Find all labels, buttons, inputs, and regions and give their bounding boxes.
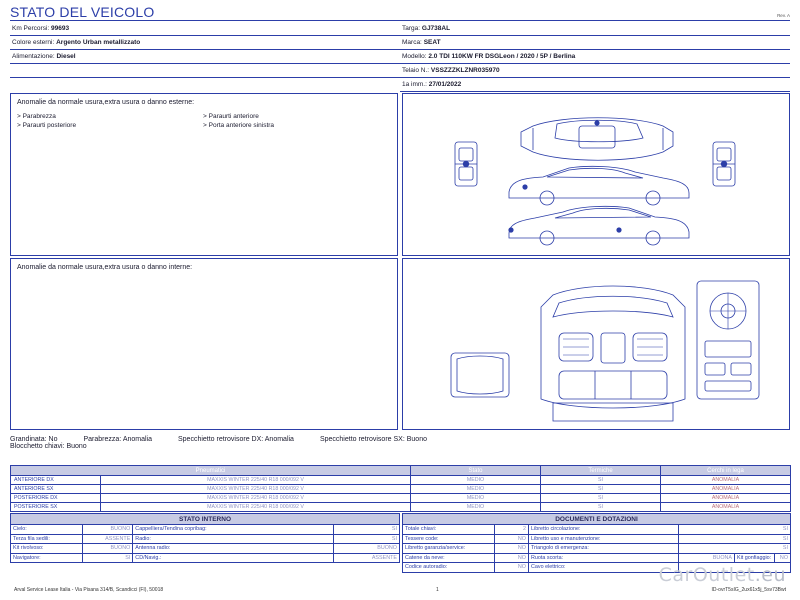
table-row <box>403 534 791 544</box>
table-row <box>11 494 791 503</box>
tyre-description: MAXXIS WINTER 225/40 R18 000/092 V <box>101 494 411 503</box>
row-value: BUONA <box>679 553 735 563</box>
tyre-description: MAXXIS WINTER 225/40 R18 000/092 V <box>101 503 411 512</box>
row-label: Codice autoradio: <box>403 563 495 573</box>
row-label: Cielo: <box>11 525 83 535</box>
row-value: NO <box>495 563 529 573</box>
exterior-anomalies-list <box>11 106 397 130</box>
column-header-cerchi: Cerchi in lega <box>661 466 791 476</box>
tyre-cerchi: ANOMALIA <box>661 485 791 494</box>
watermark <box>659 564 786 586</box>
row-value: BUONO <box>83 544 133 554</box>
interior-anomalies-box <box>10 258 398 430</box>
column-header-stato: Stato <box>411 466 541 476</box>
field-value: VSSZZZKLZNR035970 <box>430 67 500 74</box>
column-header-pneumatici: Pneumatici <box>11 466 411 476</box>
row-value: SI <box>679 544 791 554</box>
field-label: 1a imm.: <box>402 81 427 88</box>
car-exterior-diagram <box>403 94 789 255</box>
note-value: Buono <box>66 443 87 450</box>
exterior-anomalies-box <box>10 93 398 256</box>
tyre-cerchi: ANOMALIA <box>661 494 791 503</box>
list-item: > Porta anteriore sinistra <box>203 122 275 129</box>
row-label: Catene da neve: <box>403 553 495 563</box>
table-row <box>11 485 791 494</box>
table-row <box>11 525 400 535</box>
row-label: Cavo elettrico: <box>529 563 679 573</box>
note-value: Anomalia <box>122 436 152 443</box>
table-header-row <box>11 466 791 476</box>
row-value: NO <box>495 544 529 554</box>
tyre-stato: MEDIO <box>411 503 541 512</box>
row-label: Terza fila sedili: <box>11 534 83 544</box>
tyre-position: POSTERIORE SX <box>11 503 101 512</box>
column-header-termiche: Termiche <box>541 466 661 476</box>
row-value: 2 <box>495 525 529 535</box>
row-label: Ruota scorta: <box>529 553 679 563</box>
row-label: Cappelliera/Tendina copribag: <box>133 525 334 535</box>
tyre-stato: MEDIO <box>411 476 541 485</box>
footer-document-id: ID-ovrT5sIG_2ux61x5j_5sv73Bwt <box>711 587 786 593</box>
row-label: Navigatore: <box>11 553 83 563</box>
note-label: Parabrezza: <box>83 436 122 443</box>
header-right-column <box>400 22 790 92</box>
field-label: Km Percorsi: <box>12 25 50 32</box>
field-value: 99693 <box>51 25 70 32</box>
field-value: 27/01/2022 <box>428 81 462 88</box>
note-label: Grandinata: <box>10 436 47 443</box>
field-label: Marca: <box>402 39 422 46</box>
row-label: CD/Navig.: <box>133 553 334 563</box>
row-value: BUONO <box>333 544 399 554</box>
tyre-termiche: SI <box>541 494 661 503</box>
table-row <box>11 476 791 485</box>
field-alimentazione <box>10 50 400 64</box>
note-parabrezza <box>84 436 153 443</box>
page-title: STATO DEL VEICOLO <box>10 4 155 20</box>
note-grandinata <box>10 436 58 443</box>
notes-line-2 <box>10 443 790 450</box>
table-row <box>11 544 400 554</box>
field-value: Argento Urban metallizzato <box>56 39 141 46</box>
footer-company: Arval Service Lease Italia - Via Pisana 314/B, Scandicci (FI), 50018 <box>14 587 164 593</box>
row-value: SI <box>679 525 791 535</box>
note-value: Anomalia <box>264 436 294 443</box>
table-row <box>403 544 791 554</box>
field-modello <box>400 50 790 64</box>
table-row <box>11 553 400 563</box>
row-value: ASSENTE <box>333 553 399 563</box>
field-value: SEAT <box>423 39 441 46</box>
section-header-row <box>11 514 400 525</box>
row-label: Antenna radio: <box>133 544 334 554</box>
row-label: Radio: <box>133 534 334 544</box>
tyres-table <box>10 465 791 512</box>
row-value: NO <box>495 534 529 544</box>
field-km-percorsi <box>10 22 400 36</box>
field-label: Alimentazione: <box>12 53 55 60</box>
title-divider <box>10 20 790 21</box>
field-label: Colore esterni: <box>12 39 55 46</box>
row-value: SI <box>83 553 133 563</box>
row-label: Libretto uso e manutenzione: <box>529 534 679 544</box>
field-label: Telaio N.: <box>402 67 430 74</box>
note-label: Blocchetto chiavi: <box>10 443 65 450</box>
list-item: > Paraurti anteriore <box>203 113 259 120</box>
field-marca <box>400 36 790 50</box>
field-colore-esterni <box>10 36 400 50</box>
row-label: Tessere code: <box>403 534 495 544</box>
row-value: ASSENTE <box>83 534 133 544</box>
table-row <box>403 553 791 563</box>
title-row <box>10 4 790 20</box>
field-telaio <box>400 64 790 78</box>
row-label: Libretto garanzia/service: <box>403 544 495 554</box>
tyre-cerchi: ANOMALIA <box>661 503 791 512</box>
row-value: BUONO <box>83 525 133 535</box>
row-value: SI <box>333 525 399 535</box>
exterior-diagram-box <box>402 93 790 256</box>
list-item: > Parabrezza <box>17 113 56 120</box>
note-value: Buono <box>406 436 427 443</box>
tyre-description: MAXXIS WINTER 225/40 R18 000/092 V <box>101 476 411 485</box>
tyre-stato: MEDIO <box>411 485 541 494</box>
tyre-termiche: SI <box>541 476 661 485</box>
row-value-secondary: NO <box>775 553 791 563</box>
vehicle-header-fields <box>10 22 790 92</box>
page-footer <box>14 587 786 593</box>
section-title-documenti: DOCUMENTI E DOTAZIONI <box>403 514 791 525</box>
row-label-secondary: Kit gonfiaggio: <box>735 553 775 563</box>
row-label: Triangolo di emergenza: <box>529 544 679 554</box>
tyre-description: MAXXIS WINTER 225/40 R18 000/092 V <box>101 485 411 494</box>
field-prima-immatricolazione <box>400 78 790 92</box>
interior-status-section <box>10 513 400 563</box>
watermark-suffix: .eu <box>754 564 786 586</box>
section-header-row <box>403 514 791 525</box>
footer-page-number: 1 <box>435 587 439 593</box>
interior-diagram-box <box>402 258 790 430</box>
row-label: Kit rivolvoso: <box>11 544 83 554</box>
note-blocchetto-chiavi <box>10 443 87 450</box>
note-label: Specchietto retrovisore DX: <box>178 436 264 443</box>
row-label: Totale chiavi: <box>403 525 495 535</box>
notes-block <box>10 436 790 450</box>
header-left-column <box>10 22 400 92</box>
note-specchietto-sx <box>320 436 427 443</box>
table-row <box>403 525 791 535</box>
tyre-position: POSTERIORE DX <box>11 494 101 503</box>
exterior-anomalies-right <box>203 112 375 130</box>
interior-status-table <box>10 513 400 563</box>
revision-label: Rev. A <box>777 13 790 18</box>
notes-line-1 <box>10 436 790 443</box>
tyre-position: ANTERIORE DX <box>11 476 101 485</box>
note-value: No <box>48 436 58 443</box>
field-value: 2.0 TDI 110KW FR DSGLeon / 2020 / 5P / Berlina <box>428 53 576 60</box>
row-value: SI <box>679 534 791 544</box>
field-left-blank <box>10 64 400 78</box>
table-row <box>11 503 791 512</box>
list-item: > Paraurti posteriore <box>17 122 77 129</box>
tyre-stato: MEDIO <box>411 494 541 503</box>
car-interior-diagram <box>403 259 789 429</box>
note-specchietto-dx <box>178 436 294 443</box>
exterior-anomalies-left <box>17 112 189 130</box>
section-title-stato-interno: STATO INTERNO <box>11 514 400 525</box>
row-value: SI <box>333 534 399 544</box>
tyre-termiche: SI <box>541 485 661 494</box>
table-row <box>11 534 400 544</box>
row-value: NO <box>495 553 529 563</box>
exterior-anomalies-title: Anomalie da normale usura,extra usura o danno esterne: <box>17 99 195 106</box>
field-value: GJ738AL <box>421 25 451 32</box>
tyre-cerchi: ANOMALIA <box>661 476 791 485</box>
interior-anomalies-title: Anomalie da normale usura,extra usura o danno interne: <box>17 264 193 271</box>
row-label: Libretto circolazione: <box>529 525 679 535</box>
watermark-text: CarOutlet <box>658 564 755 586</box>
note-label: Specchietto retrovisore SX: <box>319 436 405 443</box>
tyre-termiche: SI <box>541 503 661 512</box>
field-label: Modello: <box>402 53 427 60</box>
field-value: Diesel <box>56 53 76 60</box>
tyre-position: ANTERIORE SX <box>11 485 101 494</box>
field-label: Targa: <box>402 25 421 32</box>
tyres-table-wrapper <box>10 465 790 512</box>
field-targa <box>400 22 790 36</box>
